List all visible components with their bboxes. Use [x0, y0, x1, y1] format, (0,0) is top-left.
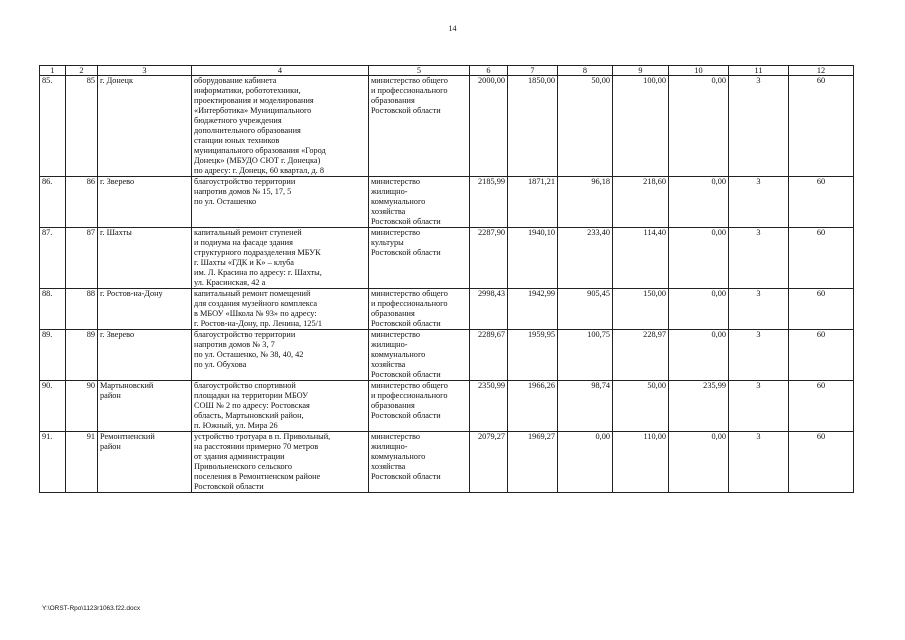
- object-description-cell-line: им. Л. Красина по адресу: г. Шахты,: [194, 268, 322, 277]
- ministry-cell-line: образования: [371, 96, 415, 105]
- object-description-cell-line: оборудование кабинета: [194, 76, 277, 85]
- ministry-cell-line: и профессионального: [371, 86, 448, 95]
- row-number-cell: 87: [66, 228, 98, 289]
- ministry-cell: [369, 177, 470, 228]
- row-number-cell: 86: [66, 177, 98, 228]
- municipality-cell: Мартыновский район: [98, 381, 192, 432]
- value-col7-cell: 1871,21: [508, 177, 558, 228]
- ministry-cell-line: хозяйства: [371, 462, 406, 471]
- object-description-cell-line: Ростовской области: [194, 482, 264, 491]
- col-header-9: 9: [613, 66, 669, 76]
- value-col7-cell: 1959,95: [508, 330, 558, 381]
- object-description-cell-line: область, Мартыновский район,: [194, 411, 304, 420]
- object-description-cell-line: благоустройство спортивной: [194, 381, 296, 390]
- object-description-cell-line: «Интерботика» Муниципального: [194, 106, 312, 115]
- value-col11-cell: 3: [729, 228, 789, 289]
- object-description-cell-line: структурного подразделения МБУК: [194, 248, 321, 257]
- municipality-cell: г. Зверево: [98, 330, 192, 381]
- value-col11-cell: 3: [729, 76, 789, 177]
- ministry-cell-line: Ростовской области: [371, 106, 441, 115]
- ministry-cell-line: Ростовской области: [371, 217, 441, 226]
- row-number-cell: 90: [66, 381, 98, 432]
- value-col9-cell: 110,00: [613, 432, 669, 493]
- value-col11-cell: 3: [729, 432, 789, 493]
- value-col9-cell: 150,00: [613, 289, 669, 330]
- ministry-cell-line: Ростовской области: [371, 370, 441, 379]
- row-index-cell: 86.: [40, 177, 66, 228]
- object-description-cell-line: по адресу: г. Донецк, 60 квартал, д. 8: [194, 166, 324, 175]
- col-header-8: 8: [558, 66, 613, 76]
- ministry-cell-line: Ростовской области: [371, 248, 441, 257]
- value-col7-cell: 1966,26: [508, 381, 558, 432]
- col-header-10: 10: [669, 66, 729, 76]
- object-description-cell-line: от здания администрации: [194, 452, 285, 461]
- ministry-cell-line: коммунального: [371, 350, 426, 359]
- object-description-cell-line: капитальный ремонт помещений: [194, 289, 311, 298]
- object-description-cell-line: п. Южный, ул. Мира 26: [194, 421, 278, 430]
- value-col6-cell: 2185,99: [470, 177, 508, 228]
- header-row: [40, 66, 854, 76]
- object-description-cell-line: напротив домов № 3, 7: [194, 340, 275, 349]
- ministry-cell-line: и профессионального: [371, 299, 448, 308]
- value-col10-cell: 0,00: [669, 432, 729, 493]
- object-description-cell-line: для создания музейного комплекса: [194, 299, 318, 308]
- value-col12-cell: 60: [789, 177, 854, 228]
- col-header-12: 12: [789, 66, 854, 76]
- value-col8-cell: 96,18: [558, 177, 613, 228]
- object-description-cell-line: бюджетного учреждения: [194, 116, 282, 125]
- ministry-cell-line: и профессионального: [371, 391, 448, 400]
- table-row: [40, 289, 854, 330]
- value-col12-cell: 60: [789, 228, 854, 289]
- ministry-cell-line: министерство общего: [371, 76, 448, 85]
- funding-table: [39, 65, 854, 493]
- col-header-4: 4: [192, 66, 369, 76]
- value-col10-cell: 0,00: [669, 330, 729, 381]
- value-col7-cell: 1940,10: [508, 228, 558, 289]
- row-index-cell: 85.: [40, 76, 66, 177]
- row-index-cell: 91.: [40, 432, 66, 493]
- ministry-cell-line: министерство общего: [371, 381, 448, 390]
- value-col9-cell: 218,60: [613, 177, 669, 228]
- object-description-cell-line: напротив домов № 15, 17, 5: [194, 187, 292, 196]
- col-header-5: 5: [369, 66, 470, 76]
- object-description-cell-line: площадки на территории МБОУ: [194, 391, 309, 400]
- row-index-cell: 90.: [40, 381, 66, 432]
- object-description-cell: [192, 76, 369, 177]
- row-index-cell: 88.: [40, 289, 66, 330]
- object-description-cell-line: устройство тротуара в п. Привольный,: [194, 432, 331, 441]
- value-col6-cell: 2000,00: [470, 76, 508, 177]
- object-description-cell-line: Донецк» (МБУДО СЮТ г. Донецка): [194, 156, 321, 165]
- object-description-cell-line: и подиума на фасаде здания: [194, 238, 293, 247]
- value-col11-cell: 3: [729, 381, 789, 432]
- row-number-cell: 89: [66, 330, 98, 381]
- ministry-cell: [369, 76, 470, 177]
- table-row: [40, 432, 854, 493]
- value-col6-cell: 2350,99: [470, 381, 508, 432]
- table-row: [40, 381, 854, 432]
- value-col6-cell: 2998,43: [470, 289, 508, 330]
- municipality-cell: г. Зверево: [98, 177, 192, 228]
- value-col12-cell: 60: [789, 381, 854, 432]
- value-col9-cell: 100,00: [613, 76, 669, 177]
- municipality-cell: Ремонтненский район: [98, 432, 192, 493]
- object-description-cell-line: по ул. Осташенко: [194, 197, 257, 206]
- object-description-cell-line: г. Ростов-на-Дону, пр. Ленина, 125/1: [194, 319, 323, 328]
- value-col8-cell: 0,00: [558, 432, 613, 493]
- value-col12-cell: 60: [789, 330, 854, 381]
- value-col7-cell: 1850,00: [508, 76, 558, 177]
- value-col7-cell: 1942,99: [508, 289, 558, 330]
- row-number-cell: 88: [66, 289, 98, 330]
- value-col9-cell: 50,00: [613, 381, 669, 432]
- ministry-cell-line: министерство: [371, 330, 421, 339]
- value-col11-cell: 3: [729, 177, 789, 228]
- file-path-footer: Y:\ORST-Rpo\1123r1063.f22.docx: [42, 605, 141, 612]
- object-description-cell-line: дополнительного образования: [194, 126, 301, 135]
- col-header-3: 3: [98, 66, 192, 76]
- value-col10-cell: 0,00: [669, 76, 729, 177]
- value-col9-cell: 114,40: [613, 228, 669, 289]
- municipality-cell: г. Донецк: [98, 76, 192, 177]
- page-number: 14: [448, 24, 457, 33]
- col-header-2: 2: [66, 66, 98, 76]
- value-col8-cell: 98,74: [558, 381, 613, 432]
- value-col12-cell: 60: [789, 289, 854, 330]
- table-body: [40, 76, 854, 493]
- object-description-cell-line: по ул. Осташенко, № 38, 40, 42: [194, 350, 304, 359]
- object-description-cell: [192, 432, 369, 493]
- municipality-cell: г. Шахты: [98, 228, 192, 289]
- value-col8-cell: 233,40: [558, 228, 613, 289]
- value-col6-cell: 2289,67: [470, 330, 508, 381]
- object-description-cell-line: СОШ № 2 по адресу: Ростовская: [194, 401, 310, 410]
- col-header-7: 7: [508, 66, 558, 76]
- object-description-cell-line: на расстоянии примерно 70 метров: [194, 442, 319, 451]
- col-header-1: 1: [40, 66, 66, 76]
- value-col8-cell: 100,75: [558, 330, 613, 381]
- value-col8-cell: 50,00: [558, 76, 613, 177]
- ministry-cell-line: образования: [371, 401, 415, 410]
- ministry-cell-line: коммунального: [371, 452, 426, 461]
- ministry-cell-line: коммунального: [371, 197, 426, 206]
- object-description-cell-line: капитальный ремонт ступеней: [194, 228, 302, 237]
- municipality-cell: г. Ростов-на-Дону: [98, 289, 192, 330]
- ministry-cell: [369, 330, 470, 381]
- row-index-cell: 87.: [40, 228, 66, 289]
- object-description-cell-line: по ул. Обухова: [194, 360, 247, 369]
- table-row: [40, 177, 854, 228]
- object-description-cell: [192, 289, 369, 330]
- object-description-cell-line: муниципального образования «Город: [194, 146, 326, 155]
- object-description-cell: [192, 381, 369, 432]
- ministry-cell-line: культуры: [371, 238, 404, 247]
- col-header-6: 6: [470, 66, 508, 76]
- value-col9-cell: 228,97: [613, 330, 669, 381]
- ministry-cell-line: жилищно-: [371, 340, 408, 349]
- object-description-cell-line: в МБОУ «Школа № 93» по адресу:: [194, 309, 317, 318]
- object-description-cell-line: благоустройство территории: [194, 177, 296, 186]
- ministry-cell: [369, 228, 470, 289]
- ministry-cell-line: министерство: [371, 177, 421, 186]
- ministry-cell-line: министерство: [371, 432, 421, 441]
- ministry-cell: [369, 432, 470, 493]
- ministry-cell-line: жилищно-: [371, 187, 408, 196]
- col-header-11: 11: [729, 66, 789, 76]
- object-description-cell-line: благоустройство территории: [194, 330, 296, 339]
- value-col7-cell: 1969,27: [508, 432, 558, 493]
- value-col12-cell: 60: [789, 432, 854, 493]
- ministry-cell-line: Ростовской области: [371, 411, 441, 420]
- object-description-cell: [192, 177, 369, 228]
- object-description-cell: [192, 228, 369, 289]
- ministry-cell-line: жилищно-: [371, 442, 408, 451]
- table-row: [40, 76, 854, 177]
- object-description-cell-line: информатики, робототехники,: [194, 86, 301, 95]
- ministry-cell: [369, 381, 470, 432]
- row-number-cell: 85: [66, 76, 98, 177]
- ministry-cell-line: Ростовской области: [371, 319, 441, 328]
- ministry-cell: [369, 289, 470, 330]
- value-col6-cell: 2287,90: [470, 228, 508, 289]
- object-description-cell: [192, 330, 369, 381]
- row-number-cell: 91: [66, 432, 98, 493]
- value-col11-cell: 3: [729, 330, 789, 381]
- ministry-cell-line: министерство общего: [371, 289, 448, 298]
- table-row: [40, 330, 854, 381]
- ministry-cell-line: хозяйства: [371, 207, 406, 216]
- ministry-cell-line: Ростовской области: [371, 472, 441, 481]
- value-col6-cell: 2079,27: [470, 432, 508, 493]
- ministry-cell-line: министерство: [371, 228, 421, 237]
- ministry-cell-line: хозяйства: [371, 360, 406, 369]
- object-description-cell-line: станции юных техников: [194, 136, 280, 145]
- value-col10-cell: 235,99: [669, 381, 729, 432]
- object-description-cell-line: проектирования и моделирования: [194, 96, 314, 105]
- value-col10-cell: 0,00: [669, 228, 729, 289]
- ministry-cell-line: образования: [371, 309, 415, 318]
- value-col11-cell: 3: [729, 289, 789, 330]
- value-col8-cell: 905,45: [558, 289, 613, 330]
- value-col12-cell: 60: [789, 76, 854, 177]
- table-row: [40, 228, 854, 289]
- row-index-cell: 89.: [40, 330, 66, 381]
- object-description-cell-line: ул. Красинская, 42 а: [194, 278, 266, 287]
- object-description-cell-line: Привольненского сельского: [194, 462, 293, 471]
- value-col10-cell: 0,00: [669, 289, 729, 330]
- value-col10-cell: 0,00: [669, 177, 729, 228]
- object-description-cell-line: поселения в Ремонтненском районе: [194, 472, 321, 481]
- object-description-cell-line: г. Шахты «ГДК и К» – клуба: [194, 258, 294, 267]
